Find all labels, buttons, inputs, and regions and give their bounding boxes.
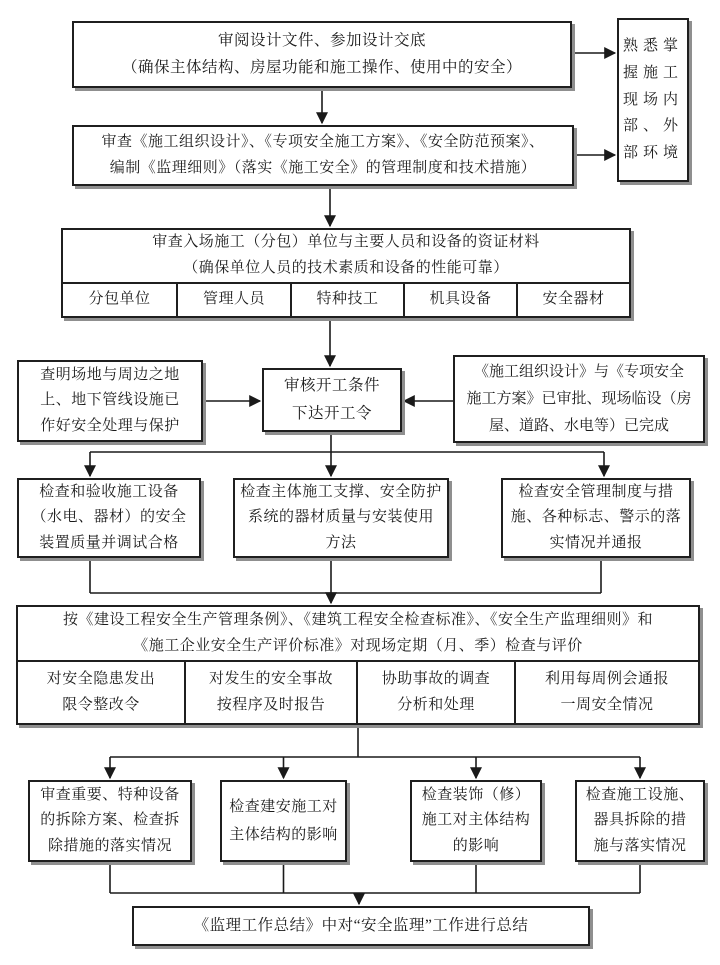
node-check-support-systems: 检查主体施工支撑、安全防护 系统的器材质量与安装使用 方法 — [233, 478, 449, 558]
cell-subcontractor: 分包单位 — [88, 291, 151, 307]
periodic-inspection-actions — [18, 660, 698, 724]
cell-special-workers: 特种技工 — [290, 284, 403, 316]
node-review-plans: 审查《施工组织设计》、《专项安全施工方案》、《安全防范预案》、 编制《监理细则》（落实《施工安全》的管理制度和技术措施） — [72, 125, 574, 186]
node-review-design: 审阅设计文件、参加设计交底 （确保主体结构、房屋功能和施工操作、使用中的安全） — [72, 21, 572, 88]
node-periodic-inspection — [16, 605, 700, 725]
node-familiarize-site: 熟悉掌 握施工 现场内 部、外 部环境 — [617, 18, 689, 182]
entry-review-categories — [63, 282, 629, 316]
node-construction-impact: 检查建安施工对 主体结构的影响 — [220, 780, 347, 862]
node-work-summary: 《监理工作总结》中对“安全监理”工作进行总结 — [132, 906, 590, 946]
cell-accident-report: 对发生的安全事故 按程序及时报告 — [184, 662, 356, 724]
periodic-inspection-header: 按《建设工程安全生产管理条例》、《建筑工程安全检查标准》、《安全生产监理细则》和 《施工企业安全生产评价标准》对现场定期（月、季）检查与评价 — [62, 612, 653, 655]
node-site-survey: 查明场地与周边之地 上、地下管线设施已 作好安全处理与保护 — [17, 360, 203, 442]
node-check-management: 检查安全管理制度与措 施、各种标志、警示的落 实情况并通报 — [501, 478, 691, 558]
cell-weekly-briefing: 利用每周例会通报 一周安全情况 — [514, 662, 698, 724]
cell-managers: 管理人员 — [176, 284, 290, 316]
cell-machinery: 机具设备 — [403, 284, 516, 316]
node-plans-approved: 《施工组织设计》与《专项安全 施工方案》已审批、现场临设（房 屋、道路、水电等）已完成 — [453, 355, 705, 443]
cell-safety-gear: 安全器材 — [516, 284, 629, 316]
cell-rectification-order: 对安全隐患发出 限令整改令 — [46, 671, 156, 714]
node-start-conditions: 审核开工条件 下达开工令 — [262, 368, 402, 432]
node-decoration-impact: 检查装饰（修） 施工对主体结构 的影响 — [410, 780, 542, 862]
node-entry-review-table — [61, 228, 631, 318]
cell-accident-investigation: 协助事故的调查 分析和处理 — [356, 662, 514, 724]
entry-review-header: 审查入场施工（分包）单位与主要人员和设备的资证材料 （确保单位人员的技术素质和设备的性能可靠） — [152, 234, 540, 276]
node-removal-measures: 检查施工设施、 器具拆除的措 施与落实情况 — [575, 780, 705, 862]
node-check-equipment: 检查和验收施工设备 （水电、器材）的安全 装置质量并调试合格 — [17, 478, 201, 558]
node-demolition-review: 审查重要、特种设备 的拆除方案、检查拆 除措施的落实情况 — [28, 780, 192, 862]
